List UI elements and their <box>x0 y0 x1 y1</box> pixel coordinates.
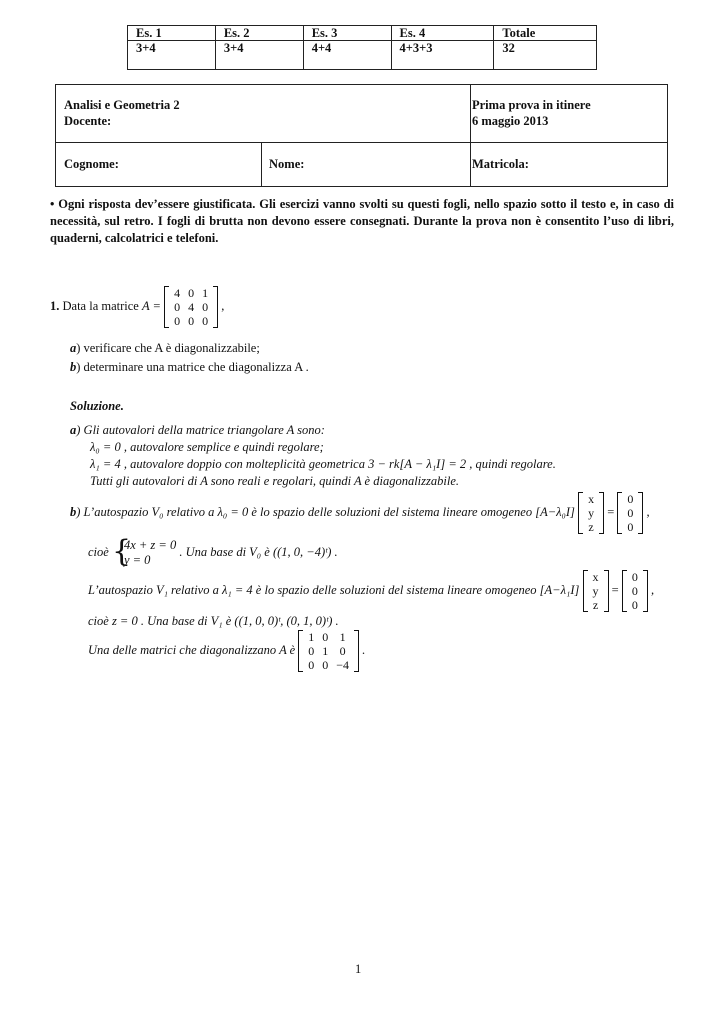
page-number: 1 <box>355 962 362 976</box>
exercise-number: 1. <box>50 298 60 313</box>
score-value: 4+3+3 <box>391 41 494 70</box>
vector-zero: 0 0 0 <box>622 570 648 612</box>
divider <box>261 142 262 186</box>
course-title: Analisi e Geometria 2 <box>64 98 180 112</box>
name-label: Nome: <box>269 157 305 171</box>
solution-a-line: a) Gli autovalori della matrice triangolare A sono: <box>70 423 325 437</box>
linear-system: { 4x + z = 0 y = 0 <box>111 534 177 569</box>
solution-a-line: λ₀ = 0 , autovalore semplice e quindi regolare; <box>90 440 324 454</box>
score-header: Es. 1 <box>128 26 216 41</box>
divider <box>470 85 471 186</box>
score-value: 3+4 <box>215 41 303 70</box>
vector-xyz: x y z <box>583 570 609 612</box>
instructions: • Ogni risposta dev’essere giustificata. Gli esercizi vanno svolti su questi fogli, nello spazio sotto il testo e, in caso di necessità, sul retro. I fogli di brutta non devono essere consegnati. Durante la prova non è consentito l’uso di libri, quaderni, calcolatrici e telefoni. <box>50 197 674 245</box>
id-label: Matricola: <box>472 157 529 171</box>
diagonalizing-matrix: 1 0 1 0 1 0 0 0 −4 <box>298 630 359 672</box>
exercise-intro: Data la matrice <box>62 298 139 313</box>
exam-header-box <box>55 84 668 187</box>
score-header: Es. 4 <box>391 26 494 41</box>
exam-date: 6 maggio 2013 <box>472 114 549 128</box>
vector-xyz: x y z <box>578 492 604 534</box>
solution-b-base-2: cioè z = 0 . Una base di V₁ è ((1, 0, 0)ᵗ, (0, 1, 0)ᵗ) . <box>88 614 339 628</box>
score-table <box>127 25 597 70</box>
solution-title: Soluzione. <box>70 399 124 413</box>
exercise-part-b: b) determinare una matrice che diagonalizza A . <box>70 360 309 374</box>
exercise-part-a: a) verificare che A è diagonalizzabile; <box>70 341 260 355</box>
solution-a-line: Tutti gli autovalori di A sono reali e regolari, quindi A è diagonalizzabile. <box>90 474 460 488</box>
score-header: Totale <box>494 26 597 41</box>
surname-label: Cognome: <box>64 157 119 171</box>
exam-title: Prima prova in itinere <box>472 98 591 112</box>
score-value: 32 <box>494 41 597 70</box>
vector-zero: 0 0 0 <box>617 492 643 534</box>
solution-b-system-line: cioè { 4x + z = 0 y = 0 . Una base di V₀ è ((1, 0, −4)ᵗ) . <box>88 534 338 569</box>
solution-b-diag: Una delle matrici che diagonalizzano A è 1 0 1 0 1 0 0 0 −4 . <box>88 630 366 672</box>
solution-a-line: λ₁ = 4 , autovalore doppio con molteplicità geometrica 3 − rk[A − λ₁I] = 2 , quindi regolare. <box>90 457 556 471</box>
matrix-a: 4 0 1 0 4 0 0 0 0 <box>164 286 218 328</box>
score-value: 3+4 <box>128 41 216 70</box>
score-header: Es. 2 <box>215 26 303 41</box>
solution-b-line-2: L’autospazio V₁ relativo a λ₁ = 4 è lo spazio delle soluzioni del sistema lineare omogeneo [A−λ₁I] x y z = 0 0 0 , <box>88 570 655 612</box>
score-header: Es. 3 <box>303 26 391 41</box>
matrix-name: A = <box>141 298 161 313</box>
divider <box>56 142 667 143</box>
teacher-label: Docente: <box>64 114 112 128</box>
solution-b-line-1: b) L’autospazio V₀ relativo a λ₀ = 0 è lo spazio delle soluzioni del sistema lineare omogeneo [A−λ₀I] x y z = 0 0 0 , <box>70 492 650 534</box>
score-value: 4+4 <box>303 41 391 70</box>
exercise-1-statement: 1. Data la matrice A = 4 0 1 0 4 0 0 0 0 , <box>50 286 225 328</box>
